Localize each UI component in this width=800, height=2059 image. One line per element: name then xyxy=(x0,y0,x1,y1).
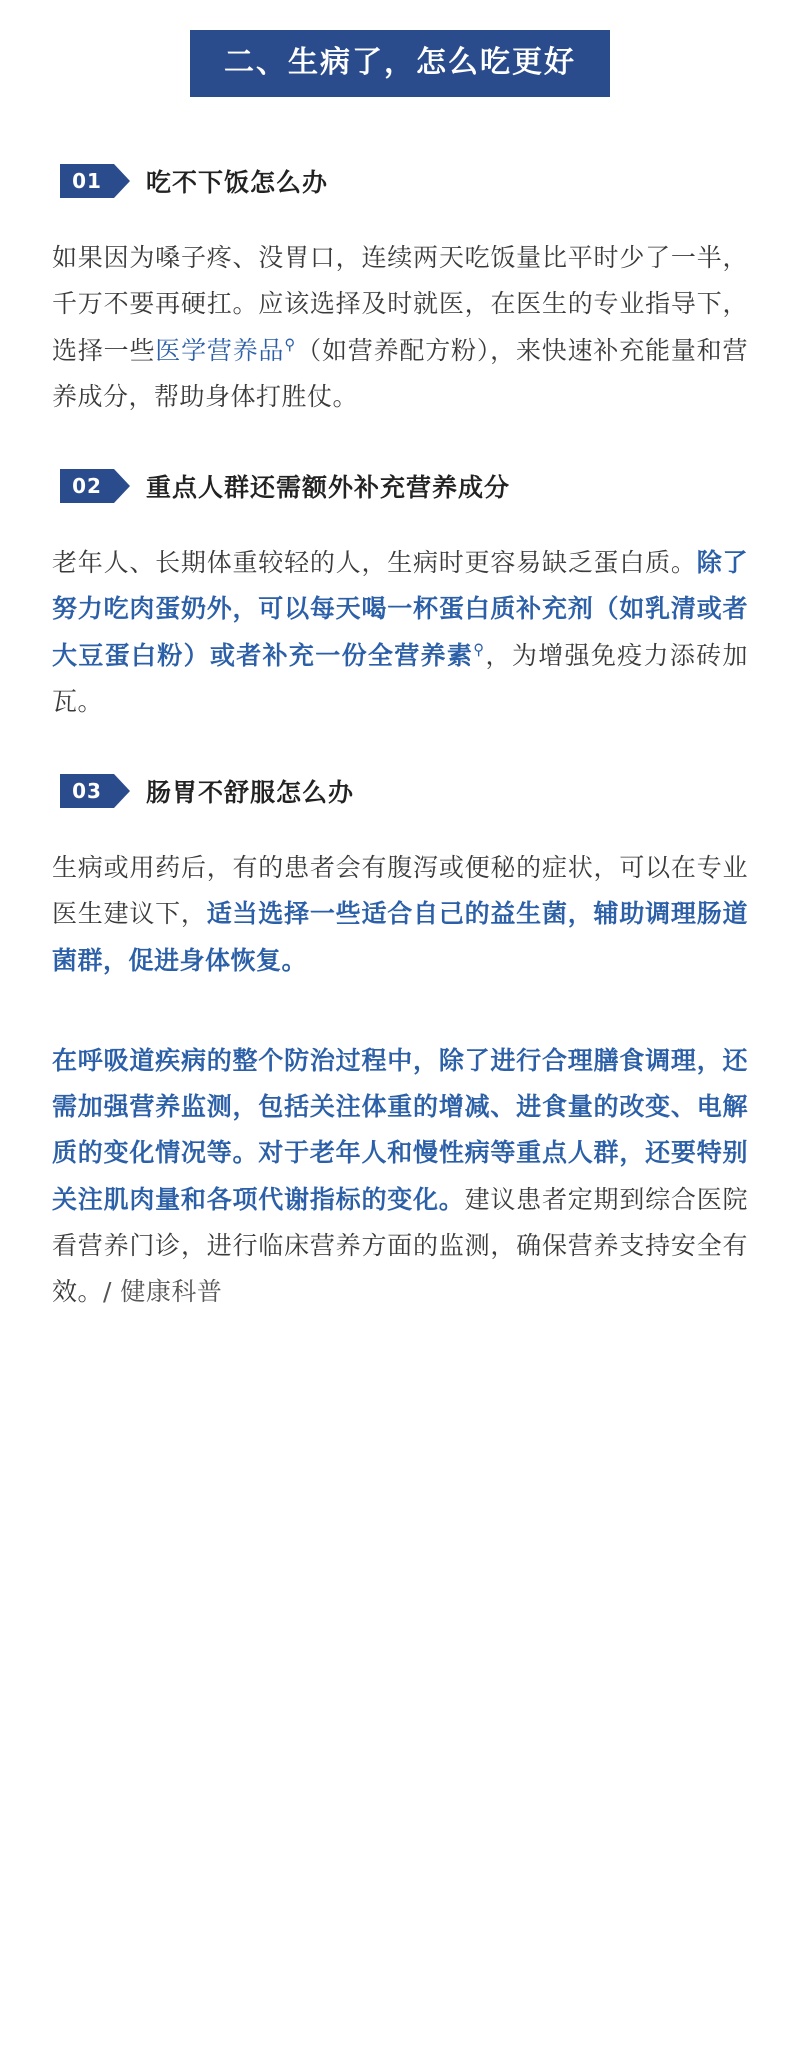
section-header-02 xyxy=(60,468,800,504)
section-header-01 xyxy=(60,163,800,199)
search-icon[interactable]: ⚲ xyxy=(284,335,296,354)
source-credit: / 健康科普 xyxy=(103,1277,223,1306)
medical-nutrition-link[interactable]: 医学营养品 xyxy=(155,335,285,365)
search-icon[interactable]: ⚲ xyxy=(473,640,485,659)
paragraph-text-part2: ，为增强免疫力添砖加瓦。 xyxy=(52,640,748,716)
section-number-badge: 03 xyxy=(60,774,114,808)
section-title: 重点人群还需额外补充营养成分 xyxy=(146,473,511,502)
header-banner-container xyxy=(0,0,800,115)
paragraph-text-part1: 生病或用药后，有的患者会有腹泻或便秘的症状，可以在专业医生建议下， xyxy=(52,853,748,929)
section-number-badge: 02 xyxy=(60,469,114,503)
closing-paragraph xyxy=(52,1038,748,1316)
paragraph-text-part1: 如果因为嗓子疼、没胃口，连续两天吃饭量比平时少了一半，千万不要再硬扛。应该选择及时就医，在医生的专业指导下，选择一些 xyxy=(52,243,748,365)
paragraph-text-part1: 老年人、长期体重较轻的人，生病时更容易缺乏蛋白质。 xyxy=(52,548,697,577)
paragraph-text-part2: （如营养配方粉），来快速补充能量和营养成分，帮助身体打胜仗。 xyxy=(52,335,748,411)
section-header-03 xyxy=(60,773,800,809)
section-02-paragraph xyxy=(52,540,748,725)
section-title: 吃不下饭怎么办 xyxy=(146,168,329,197)
bottom-spacer xyxy=(0,1315,800,1375)
paragraph-highlight: 除了努力吃肉蛋奶外，可以每天喝一杯蛋白质补充剂（如乳清或者大豆蛋白粉）或者补充一份全营养素 xyxy=(52,548,748,670)
section-03-paragraph xyxy=(52,845,748,984)
closing-highlight: 在呼吸道疾病的整个防治过程中，除了进行合理膳食调理，还需加强营养监测，包括关注体重的增减、进食量的改变、电解质的变化情况等。对于老年人和慢性病等重点人群，还要特别关注肌肉量和各项代谢指标的变化。 xyxy=(52,1045,748,1214)
closing-normal: 建议患者定期到综合医院看营养门诊，进行临床营养方面的监测，确保营养支持安全有效。 xyxy=(52,1184,748,1306)
section-title: 肠胃不舒服怎么办 xyxy=(146,778,355,807)
paragraph-highlight: 适当选择一些适合自己的益生菌，辅助调理肠道菌群，促进身体恢复。 xyxy=(52,899,748,975)
page-title: 二、生病了，怎么吃更好 xyxy=(190,30,610,97)
section-01-paragraph xyxy=(52,235,748,420)
section-number-badge: 01 xyxy=(60,164,114,198)
